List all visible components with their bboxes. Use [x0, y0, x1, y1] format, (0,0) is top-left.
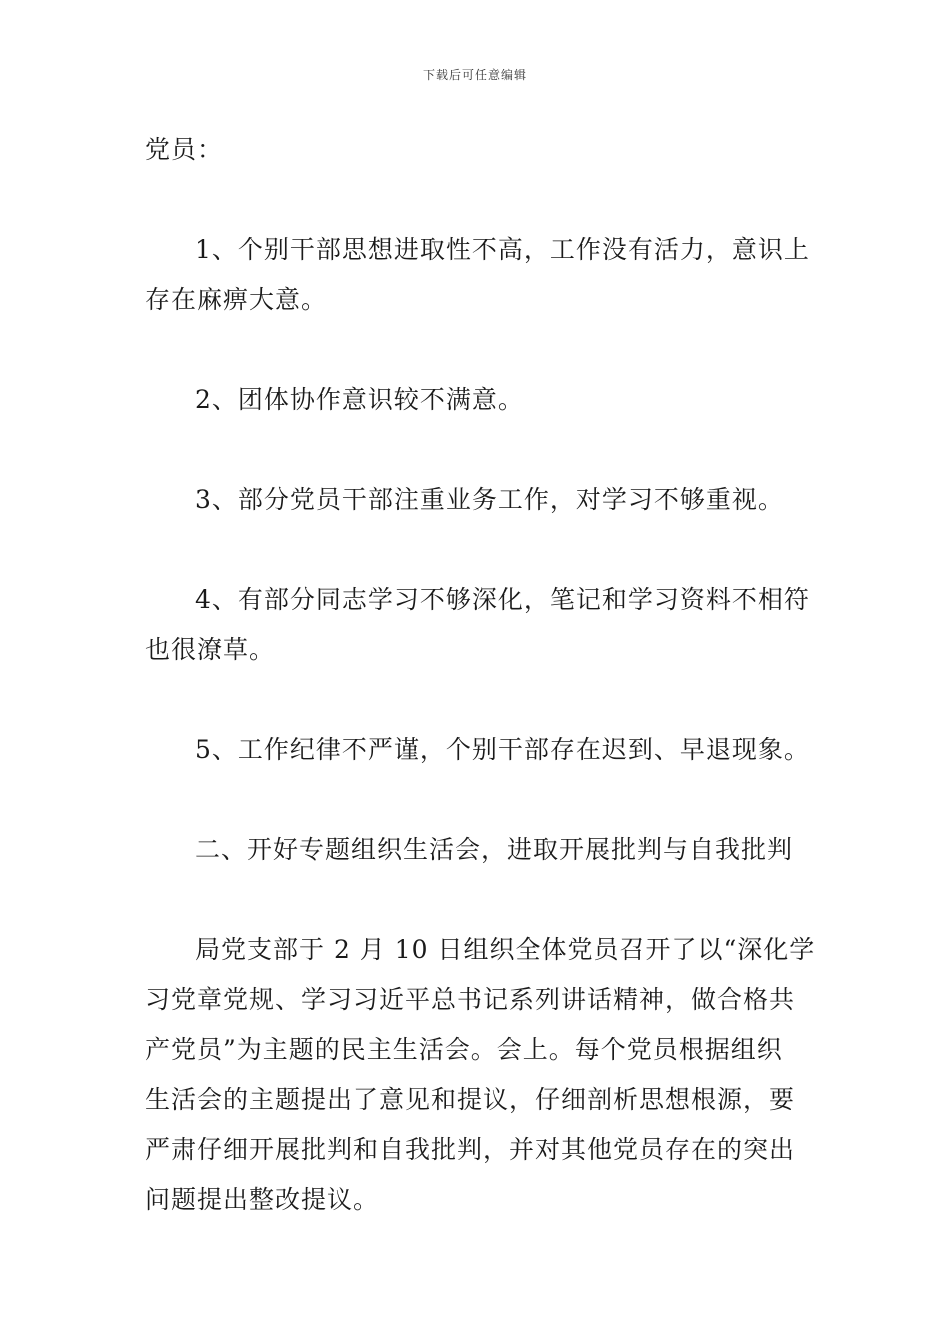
- list-item-4-line2: 也很潦草。: [145, 635, 276, 664]
- header-note: 下载后可任意编辑: [422, 68, 527, 82]
- paragraph-line: 生活会的主题提出了意见和提议，仔细剖析思想根源，要: [145, 1085, 796, 1114]
- paragraph-line: 习党章党规、学习习近平总书记系列讲话精神，做合格共: [145, 985, 796, 1014]
- list-item-4-line1: 4、有部分同志学习不够深化，笔记和学习资料不相符: [195, 585, 810, 614]
- list-item-2: 2、团体协作意识较不满意。: [195, 385, 524, 414]
- list-item-3: 3、部分党员干部注重业务工作，对学习不够重视。: [195, 485, 784, 514]
- paragraph-line: 局党支部于 2 月 10 日组织全体党员召开了以“深化学: [195, 935, 816, 964]
- list-item-1-line1: 1、个别干部思想进取性不高，工作没有活力，意识上: [195, 235, 810, 264]
- text-line: 党员：: [145, 135, 224, 164]
- paragraph-line: 严肃仔细开展批判和自我批判，并对其他党员存在的突出: [145, 1135, 796, 1164]
- list-item-5: 5、工作纪律不严谨，个别干部存在迟到、早退现象。: [195, 735, 810, 764]
- paragraph-line: 产党员”为主题的民主生活会。会上。每个党员根据组织: [145, 1035, 783, 1064]
- list-item-1-line2: 存在麻痹大意。: [145, 285, 328, 314]
- section-heading: 二、开好专题组织生活会，进取开展批判与自我批判: [195, 835, 794, 864]
- paragraph-line: 问题提出整改提议。: [145, 1185, 380, 1214]
